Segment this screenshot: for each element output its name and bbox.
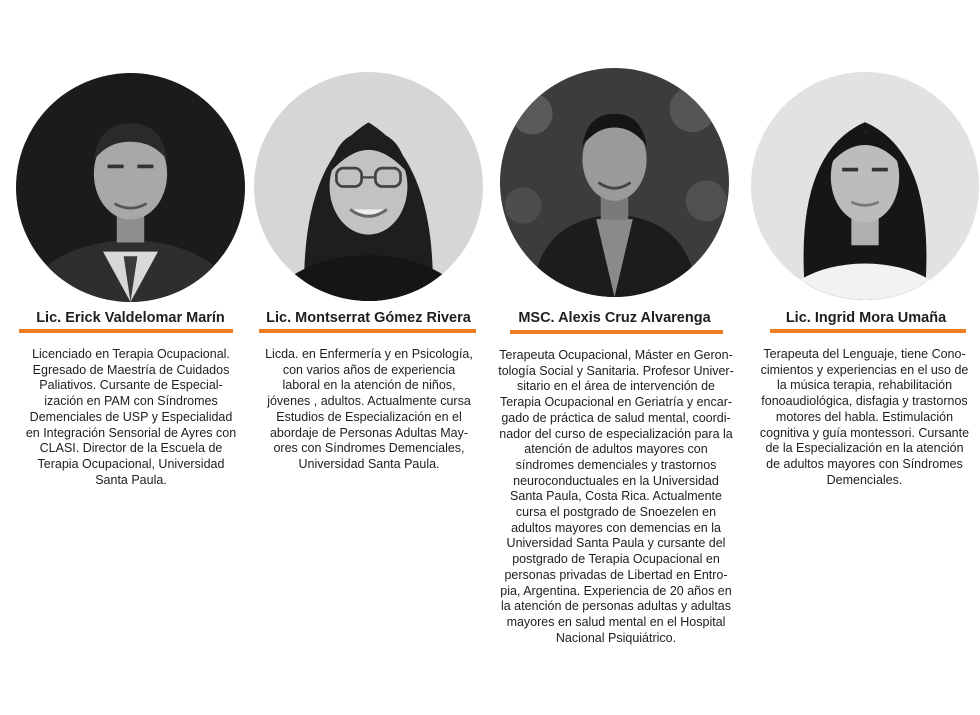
- bio-line: Nacional Psiquiátrico.: [555, 630, 677, 645]
- photo-montserrat-gomez: [254, 72, 483, 301]
- bio-line: CLASI. Director de la Escuela de: [39, 441, 223, 456]
- bio-line: Licda. en Enfermería y en Psicología,: [265, 347, 473, 361]
- bio-line: Terapia Ocupacional en Geriatría y encar-: [499, 395, 733, 410]
- bio-line: mayores en salud mental en el Hospital: [506, 614, 726, 629]
- bio-line: cimientos y experiencias en el uso de: [760, 362, 969, 377]
- bio-line: Paliativos. Cursante de Especial-: [39, 378, 223, 393]
- bio-line: Santa Paula, Costa Rica. Actualmente: [510, 489, 722, 504]
- name-underline: [770, 329, 966, 333]
- bio-line: Universidad Santa Paula.: [298, 456, 440, 471]
- bio-line: ización en PAM con Síndromes: [44, 394, 218, 409]
- bio-line: nador del curso de especialización para la: [499, 426, 733, 441]
- bio-line: Universidad Santa Paula y cursante del: [506, 536, 726, 551]
- bio-line: la música terapia, rehabilitación: [776, 378, 953, 393]
- photo-ingrid-mora: [751, 72, 979, 300]
- bio-line: Egresado de Maestría de Cuidados: [32, 362, 230, 377]
- bio-line: sitario en el área de intervención de: [516, 379, 716, 394]
- bio-line: Terapeuta del Lenguaje, tiene Cono-: [763, 347, 966, 361]
- bio-line: Santa Paula.: [95, 472, 167, 487]
- person-name: Lic. Ingrid Mora Umaña: [785, 310, 947, 326]
- bio-line: con varios años de experiencia: [282, 362, 456, 377]
- bio-line: cognitiva y guía montessori. Cursante: [759, 425, 970, 440]
- bio-line: de la Especialización en la atención: [765, 441, 964, 456]
- person-bio: [492, 348, 740, 646]
- bio-line: neuroconductuales en la Universidad: [513, 473, 719, 488]
- bio-line: Demenciales de USP y Especialidad: [29, 409, 233, 424]
- bio-line: Estudios de Especialización en el: [276, 409, 462, 424]
- bio-line: abordaje de Personas Adultas May-: [269, 425, 469, 440]
- person-name: Lic. Erick Valdelomar Marín: [36, 310, 225, 326]
- bio-line: síndromes demenciales y trastornos: [515, 457, 717, 472]
- bio-line: pia, Argentina. Experiencia de 20 años en: [500, 583, 732, 598]
- bio-line: gado de práctica de salud mental, coordi-: [501, 410, 731, 425]
- person-bio: [252, 347, 486, 473]
- photo-alexis-cruz: [500, 68, 729, 297]
- bio-line: tología Social y Sanitaria. Profesor Univer-: [498, 363, 734, 378]
- person-name: Lic. Montserrat Gómez Rivera: [266, 310, 471, 326]
- bio-line: ores con Síndromes Demenciales,: [273, 441, 465, 456]
- name-underline: [259, 329, 476, 333]
- bio-line: Terapia Ocupacional, Universidad: [37, 456, 225, 471]
- bio-line: personas privadas de Libertad en Entro-: [504, 567, 728, 582]
- bio-line: en Integración Sensorial de Ayres con: [25, 425, 237, 440]
- bio-line: fonoaudiológica, disfagia y trastornos: [761, 394, 968, 409]
- bio-line: adultos mayores con demencias en la: [511, 520, 721, 535]
- person-portrait-icon: [500, 68, 729, 297]
- person-portrait-icon: [751, 72, 979, 300]
- person-bio: [14, 347, 248, 488]
- name-underline: [19, 329, 233, 333]
- bio-line: de adultos mayores con Síndromes: [766, 456, 963, 471]
- person-portrait-icon: [254, 72, 483, 301]
- bio-line: Licenciado en Terapia Ocupacional.: [32, 347, 230, 361]
- bio-line: cursa el postgrado de Snoezelen en: [515, 505, 717, 520]
- bio-line: postgrado de Terapia Ocupacional en: [512, 552, 720, 567]
- bio-line: Demenciales.: [826, 472, 903, 487]
- bio-line: atención de adultos mayores con: [524, 442, 708, 457]
- person-portrait-icon: [16, 73, 245, 302]
- bio-line: la atención de personas adultas y adultas: [500, 599, 732, 614]
- name-underline: [510, 330, 723, 334]
- bio-line: Terapeuta Ocupacional, Máster en Geron-: [499, 348, 733, 362]
- person-bio: [749, 347, 980, 488]
- person-name: MSC. Alexis Cruz Alvarenga: [518, 310, 711, 326]
- photo-erick-valdelomar: [16, 73, 245, 302]
- bio-line: laboral en la atención de niños,: [282, 378, 456, 393]
- bio-line: motores del habla. Estimulación: [775, 409, 954, 424]
- bio-line: jóvenes , adultos. Actualmente cursa: [267, 394, 471, 409]
